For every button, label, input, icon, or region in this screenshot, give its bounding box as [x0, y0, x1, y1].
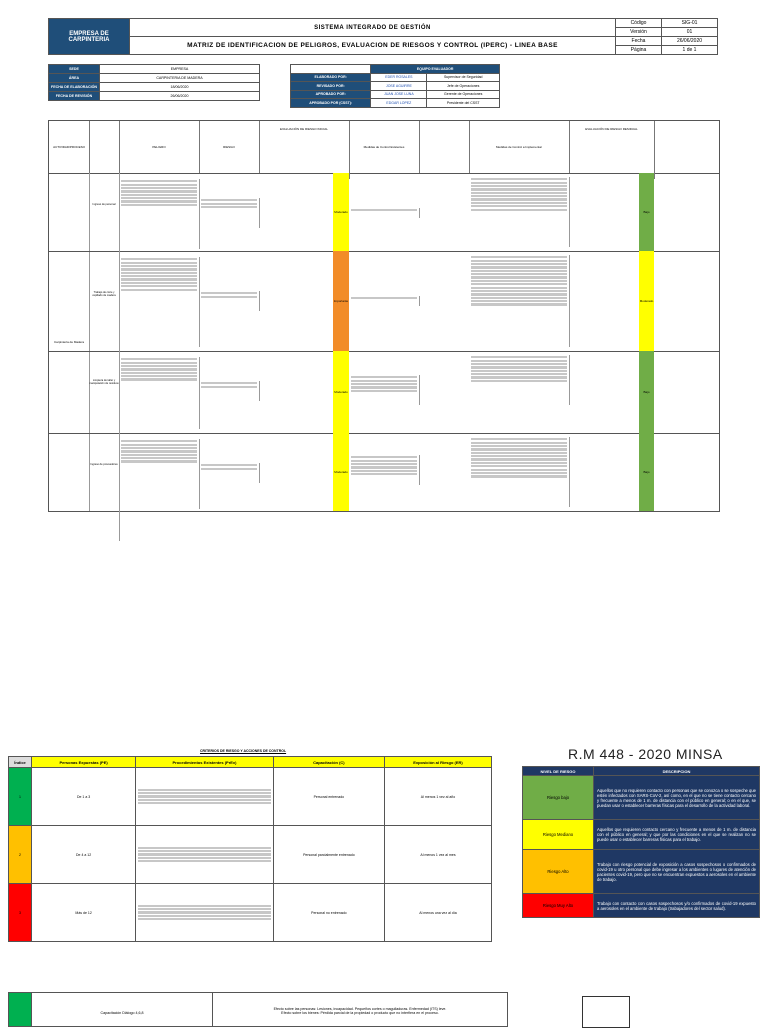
bottom-effect-a: Efecto sobre las personas: Lesiones, incapacidad. Pequeños cortes o magulladuras. Enfermedad (ITS) leve. — [273, 1007, 447, 1011]
team-label: ELABORADO POR: — [291, 73, 371, 82]
risk-level: Importante — [333, 251, 349, 351]
team-role: Jefe de Operaciones — [427, 82, 500, 91]
bottom-left-label: Capacitación Diálogo 4,6,8 — [32, 993, 213, 1027]
existing-lines — [349, 296, 420, 306]
rm-level: Riesgo Alto — [523, 850, 594, 894]
criteria-prex — [136, 884, 274, 942]
criteria-header: Procedimientos Existentes (PrEx) — [136, 757, 274, 768]
task-label: Ingreso de personal — [89, 173, 120, 281]
info-label: FECHA DE ELABORACIÓN — [49, 83, 100, 92]
team-name: JUAN JOSE LUNA — [371, 90, 427, 99]
rm-level: Riesgo Muy Alto — [523, 894, 594, 918]
criteria-c: Personal no entrenado — [273, 884, 384, 942]
controls-lines — [469, 255, 570, 347]
riesgo-lines — [199, 198, 260, 228]
criteria-pe: De 1 a 3 — [32, 768, 136, 826]
rm-table — [522, 766, 760, 918]
criteria-header: Capacitación (C) — [273, 757, 384, 768]
matrix-row — [49, 251, 719, 352]
criteria-index: 3 — [9, 884, 32, 942]
risk-level: Moderado — [333, 173, 349, 251]
controls-lines — [469, 437, 570, 507]
riesgo-lines — [199, 381, 260, 401]
controls-lines — [469, 355, 570, 405]
header-riesgo: RIESGO — [199, 121, 260, 173]
bottom-box — [582, 996, 630, 1028]
residual-level: Moderado — [639, 251, 654, 351]
team-table — [290, 64, 500, 108]
residual-level: Bajo — [639, 433, 654, 511]
team-title: EQUIPO EVALUADOR — [371, 65, 500, 74]
criteria-er: Al menos 1 vez al mes — [384, 826, 491, 884]
criteria-index: 1 — [9, 768, 32, 826]
criteria-er: Al menos 1 vez al año — [384, 768, 491, 826]
team-label: REVISADO POR: — [291, 82, 371, 91]
bottom-table — [8, 992, 508, 1027]
team-label: APROBADO POR (CSST): — [291, 99, 371, 108]
peligro-lines — [119, 439, 200, 509]
criteria-header: Personas Expuestas (PE) — [32, 757, 136, 768]
criteria-c: Personal entrenado — [273, 768, 384, 826]
meta-value: SIG-01 — [662, 19, 718, 28]
rm-desc: Trabajo con contacto con casos sospechosos y/o confirmados de covid-19 expuesto a aerosoles en el ambiente de trabajo (trabajadores del sector salud). — [594, 894, 760, 918]
rm-desc: Trabajo con riesgo potencial de exposición a casos sospechosos o confirmados de covid-19 u otro personal que debe ingresar a los ambientes o lugares de atención de pacientes covid-19, pero que no se encuentran expuestos a aerosoles en el ambiente de trabajo. — [594, 850, 760, 894]
matrix-row — [49, 433, 719, 511]
bottom-color — [9, 993, 32, 1027]
criteria-c: Personal parcialmente entrenado — [273, 826, 384, 884]
system-title: SISTEMA INTEGRADO DE GESTIÓN — [130, 19, 616, 37]
team-name: JOSE AGUIRRE — [371, 82, 427, 91]
header-task — [89, 121, 120, 173]
residual-level: Bajo — [639, 351, 654, 433]
meta-value: 01 — [662, 28, 718, 37]
header-residual: EVALUACIÓN DE RIESGO RESIDUAL — [569, 121, 655, 179]
company-name: EMPRESA DE CARPINTERIA — [49, 19, 130, 55]
info-value: 26/06/2020 — [100, 92, 260, 101]
risk-level: Moderado — [333, 433, 349, 511]
rm-head-desc: DESCRIPCION — [594, 767, 760, 776]
peligro-lines — [119, 179, 200, 249]
info-value: CARPINTERIA DE MADERA — [100, 74, 260, 83]
existing-lines — [349, 375, 420, 405]
meta-label: Código — [616, 19, 662, 28]
rm-desc: Aquellos que no requieren contacto con personas que se conozca o se sospeche que estén infectados con SARS-CoV-2, así como, en el que no se tiene contacto cercano y frecuente a menos de 1 m. de distancia con el público en general; o en el que, se puedan usar o establecer barreras físicas para el desarrollo de la actividad laboral. — [594, 776, 760, 820]
existing-lines — [349, 208, 420, 218]
team-role: Presidente del CSST — [427, 99, 500, 108]
info-value: 18/06/2020 — [100, 83, 260, 92]
document-header — [48, 18, 718, 55]
task-label: Limpieza de taller y manipulación de residuos — [89, 351, 120, 461]
header-controls: Medidas de Control a Implementar — [469, 121, 570, 173]
meta-label: Fecha — [616, 37, 662, 46]
riesgo-lines — [199, 463, 260, 483]
criteria-title: CRITERIOS DE RIESGO Y ACCIONES DE CONTROL — [200, 749, 287, 753]
criteria-prex — [136, 768, 274, 826]
criteria-er: Al menos una vez al día — [384, 884, 491, 942]
meta-label: Página — [616, 46, 662, 55]
existing-lines — [349, 455, 420, 485]
team-role: Supervisor de Seguridad — [427, 73, 500, 82]
info-label: SEDE — [49, 65, 100, 74]
matrix-row — [49, 173, 719, 252]
rm-level: Riesgo bajo — [523, 776, 594, 820]
task-label: Ingreso de proveedores — [89, 433, 120, 541]
team-name: EDER ROSALES — [371, 73, 427, 82]
info-table — [48, 64, 260, 101]
rm-head-level: NIVEL DE RIESGO — [523, 767, 594, 776]
criteria-header: Exposición al Riesgo (ER) — [384, 757, 491, 768]
criteria-pe: Más de 12 — [32, 884, 136, 942]
matrix-header — [49, 121, 719, 174]
peligro-lines — [119, 257, 200, 347]
process-label: Carpintería de Madera — [49, 173, 90, 511]
matrix-row — [49, 351, 719, 434]
matrix-title: MATRIZ DE IDENTIFICACION DE PELIGROS, EVALUACION DE RIESGOS Y CONTROL (IPERC) - LINEA BASE — [130, 37, 616, 55]
residual-level: Bajo — [639, 173, 654, 251]
controls-lines — [469, 177, 570, 247]
header-activity: ACTIVIDAD/PROCESO — [49, 121, 90, 173]
info-label: ÁREA — [49, 74, 100, 83]
meta-value: 26/06/2020 — [662, 37, 718, 46]
header-peligro: PELIGRO — [119, 121, 200, 173]
task-label: Trabajo de corte y cepillado de madera — [89, 251, 120, 391]
bottom-effect-b: Efecto sobre los bienes: Pérdida parcial de la propiedad o producto que no interfiera en el proceso. — [281, 1011, 439, 1015]
rm-level: Riesgo Mediano — [523, 820, 594, 850]
team-label: APROBADO POR: — [291, 90, 371, 99]
criteria-prex — [136, 826, 274, 884]
meta-label: Versión — [616, 28, 662, 37]
header-evaluation: EVALUACIÓN DE RIESGO INICIAL — [259, 121, 350, 179]
peligro-lines — [119, 357, 200, 429]
criteria-pe: De 4 a 12 — [32, 826, 136, 884]
iperc-matrix — [48, 120, 720, 512]
rm-desc: Aquellos que requieren contacto cercano y frecuente a menos de 1 m. de distancia con el público en general; y que por las condiciones en el que se realizan no se puede usar o establecer barreras físicas para el trabajo. — [594, 820, 760, 850]
header-existing: Medidas de Control Existentes — [349, 121, 420, 173]
meta-value: 1 de 1 — [662, 46, 718, 55]
info-label: FECHA DE REVISIÓN — [49, 92, 100, 101]
criteria-header: Índice — [9, 757, 32, 768]
team-role: Gerente de Operaciones — [427, 90, 500, 99]
info-value: EMPRESA — [100, 65, 260, 74]
rm-title: R.M 448 - 2020 MINSA — [568, 746, 723, 762]
risk-level: Moderado — [333, 351, 349, 433]
criteria-table — [8, 756, 492, 942]
header-spacer — [419, 121, 470, 173]
header-dates — [654, 121, 719, 173]
team-name: EDGAR LOPEZ — [371, 99, 427, 108]
riesgo-lines — [199, 291, 260, 311]
criteria-index: 2 — [9, 826, 32, 884]
